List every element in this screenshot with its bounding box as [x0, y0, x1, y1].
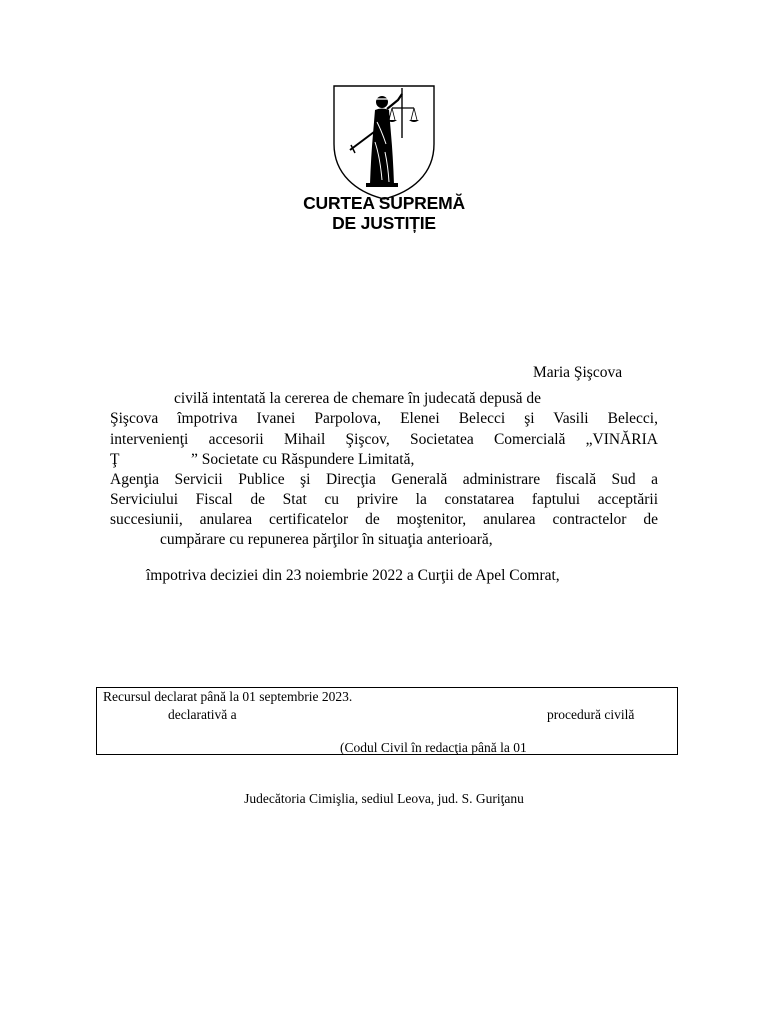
body-line-4a: Ţ	[110, 451, 120, 468]
body-line-1: civilă intentată la cererea de chemare în judecată depusă de	[174, 390, 542, 407]
first-instance-court: Judecătoria Cimişlia, sediul Leova, jud. S. Guriţanu	[244, 791, 524, 806]
body-line-4b: ” Societate cu Răspundere Limitată,	[191, 451, 415, 468]
appeal-note-box	[96, 687, 678, 755]
body-line-2: Şişcova împotriva Ivanei Parpolova, Elenei Belecci şi Vasili Belecci,	[110, 410, 658, 427]
appeal-note-line3: (Codul Civil în redacţia până la 01	[340, 740, 527, 755]
body-line-6: Serviciului Fiscal de Stat cu privire la constatarea faptului acceptării	[110, 491, 658, 508]
court-name-line1: CURTEA SUPREMĂ	[303, 193, 465, 213]
appeal-note-line1: Recursul declarat până la 01 septembrie 2023.	[103, 689, 353, 704]
court-name	[270, 193, 498, 233]
body-line-5: Agenţia Servicii Publice şi Direcţia Generală administrare fiscală Sud a	[110, 471, 658, 488]
party-name: Maria Şişcova	[533, 364, 623, 381]
body-line-7: succesiunii, anularea certificatelor de moştenitor, anularea contractelor de	[110, 511, 658, 528]
appeal-note-line2-right: procedură civilă	[547, 707, 635, 722]
justice-emblem-icon	[330, 82, 438, 202]
appeal-note-line2-left: declarativă a	[168, 707, 237, 722]
body-line-8: cumpărare cu repunerea părţilor în situaţia anterioară,	[160, 531, 493, 548]
body-line-3: intervenienţi accesorii Mihail Şişcov, Societatea Comercială „VINĂRIA	[110, 431, 658, 448]
against-decision: împotriva deciziei din 23 noiembrie 2022 a Curţii de Apel Comrat,	[146, 567, 560, 584]
court-name-line2: DE JUSTIȚIE	[332, 213, 436, 233]
